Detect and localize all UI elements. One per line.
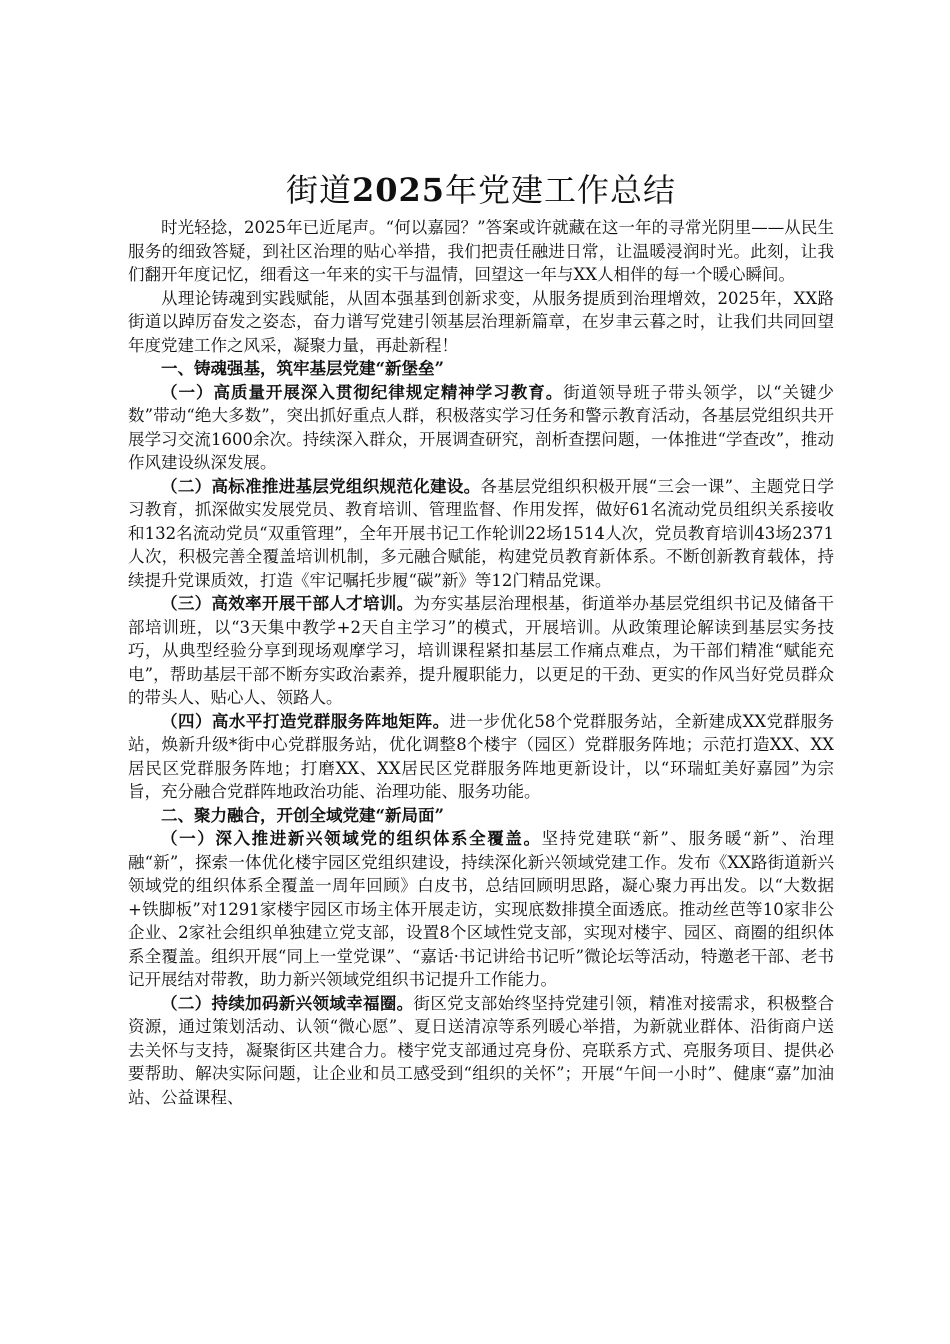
item-body: 各基层党组织积极开展“三会一课”、主题党日学习教育，抓深做实发展党员、教育培训、管理监督、作用发挥，做好61名流动党员组织关系接收和132名流动党员“双重管理”，全年开展书记工作轮训22场1514人次，党员教育培训43场2371人次，积极完善全覆盖培训机制，多元融合赋能，构建党员教育新体系。不断创新教育载体，持续提升党课质效，打造《牢记嘱托步履“碳”新》等12门精品党课。 — [128, 476, 834, 590]
item-lead: （三）高效率开展干部人才培训。 — [161, 594, 414, 613]
section-1-item-2 — [128, 475, 834, 593]
item-body: 街道领导班子带头领学，以“关键少数”带动“绝大多数”，突出抓好重点人群，积极落实学习任务和警示教育活动，各基层党组织共开展学习交流1600余次。持续深入群众，开展调查研究，剖析查摆问题，一体推进“学查改”，推动作风建设纵深发展。 — [128, 382, 835, 472]
item-body: 街区党支部始终坚持党建引领，精准对接需求，积极整合资源，通过策划活动、认领“微心愿”、夏日送清凉等系列暖心举措，为新就业群体、沿街商户送去关怀与支持，凝聚街区共建合力。楼宇党支部通过亮身份、亮联系方式、亮服务项目、提供必要帮助、解决实际问题，让企业和员工感受到“组织的关怀”；开展“午间一小时”、健康“嘉”加油站、公益课程、 — [128, 993, 835, 1107]
intro-paragraph-1: 时光轻捻，2025年已近尾声。“何以嘉园？”答案或许就藏在这一年的寻常光阴里——从民生服务的细致答疑，到社区治理的贴心举措，我们把责任融进日常，让温暖浸润时光。此刻，让我们翻开年度记忆，细看这一年来的实干与温情，回望这一年与XX人相伴的每一个暖心瞬间。 — [128, 218, 834, 284]
item-lead: （一）深入推进新兴领域党的组织体系全覆盖。 — [161, 829, 542, 848]
item-lead: （二）高标准推进基层党组织规范化建设。 — [161, 476, 481, 496]
section-heading-2: 二、聚力融合，开创全域党建“新局面” — [161, 805, 444, 825]
section-heading-1: 一、铸魂强基，筑牢基层党建“新堡垒” — [161, 359, 444, 378]
section-1-item-4 — [128, 710, 834, 804]
title-suffix: 年党建工作总结 — [445, 171, 677, 209]
section-2-item-1 — [128, 827, 834, 992]
item-lead: （一）高质量开展深入贯彻纪律规定精神学习教育。 — [161, 382, 564, 402]
item-body: 为夯实基层治理根基，街道举办基层党组织书记及储备干部培训班，以“3天集中教学+2天自主学习”的模式，开展培训。从政策理论解读到基层实务技巧，从典型经验分享到现场观摩学习，培训课程紧扣基层工作痛点难点，为干部们精准“赋能充电”，帮助基层干部不断夯实政治素养，提升履职能力，以更足的干劲、更实的作风当好党员群众的带头人、贴心人、领路人。 — [128, 594, 835, 707]
document-title — [128, 168, 834, 212]
section-2-item-2 — [128, 992, 834, 1110]
section-1-item-3 — [128, 592, 834, 710]
item-body: 坚持党建联“新”、服务暖“新”、治理融“新”，探索一体优化楼宇园区党组织建设，持续深化新兴领域党建工作。发布《XX路街道新兴领域党的组织体系全覆盖一周年回顾》白皮书，总结回顾明思路，凝心聚力再出发。以“大数据+铁脚板”对1291家楼宇园区市场主体开展走访，实现底数排摸全面透底。推动丝芭等10家非公企业、2家社会组织单独建立党支部，设置8个区域性党支部，实现对楼宇、园区、商圈的组织体系全覆盖。组织开展“同上一堂党课”、“嘉话·书记讲给书记听”微论坛等活动，特邀老干部、老书记开展结对带教，助力新兴领域党组织书记提升工作能力。 — [128, 829, 834, 989]
item-lead: （四）高水平打造党群服务阵地矩阵。 — [161, 711, 450, 731]
section-1-item-1 — [128, 381, 834, 475]
item-body: 进一步优化58个党群服务站，全新建成XX党群服务站，焕新升级*街中心党群服务站，优化调整8个楼宇（园区）党群服务阵地；示范打造XX、XX居民区党群服务阵地；打磨XX、XX居民区党群服务阵地更新设计，以“环瑞虹美好嘉园”为宗旨，充分融合党群阵地政治功能、治理功能、服务功能。 — [128, 711, 834, 801]
document-page — [128, 168, 834, 1109]
title-prefix: 街道 — [285, 171, 352, 209]
intro-paragraph-2: 从理论铸魂到实践赋能，从固本强基到创新求变，从服务提质到治理增效，2025年，XX路街道以踔厉奋发之姿态，奋力谱写党建引领基层治理新篇章，在岁聿云暮之时，让我们共同回望年度党建工作之风采，凝聚力量，再赴新程！ — [128, 288, 834, 355]
title-year: 2025 — [351, 171, 446, 209]
item-lead: （二）持续加码新兴领域幸福圈。 — [161, 993, 414, 1013]
